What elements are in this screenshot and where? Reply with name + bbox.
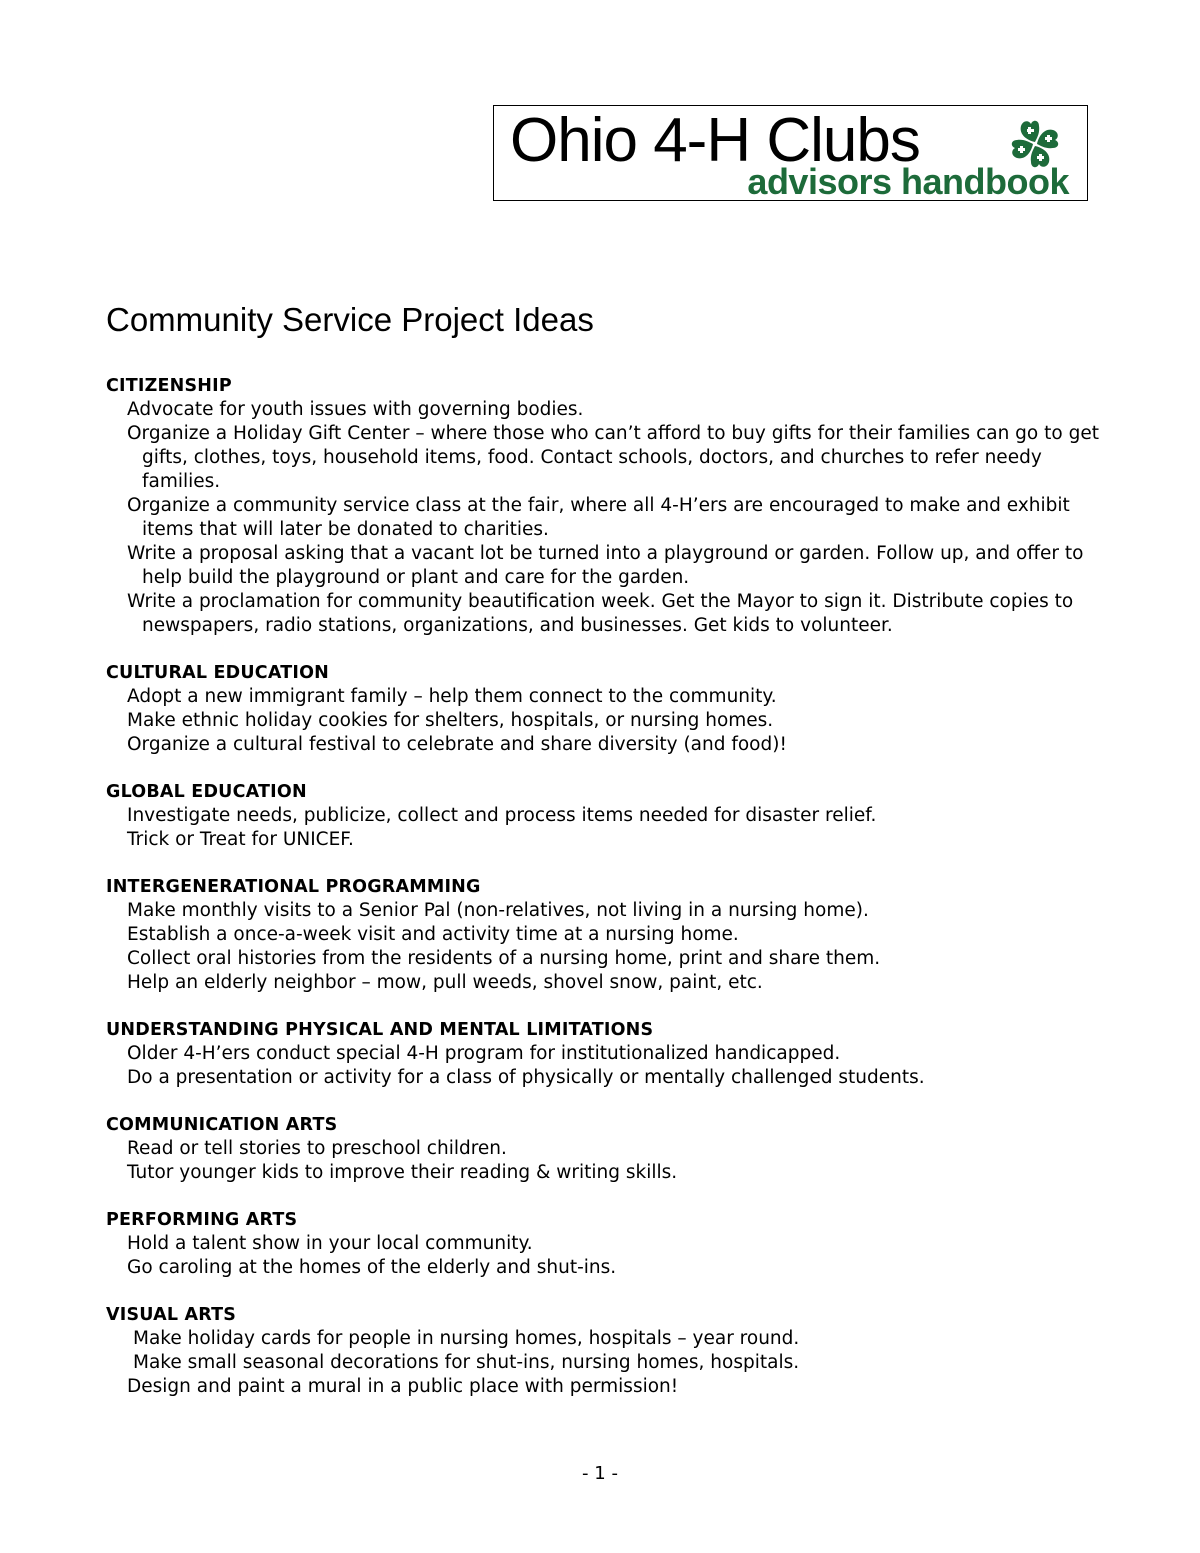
section-global-education xyxy=(106,780,1106,852)
section-performing-arts xyxy=(106,1208,1106,1280)
list-item: Write a proposal asking that a vacant lot be turned into a playground or garden. Follow up, and offer to help build the playground or plant and care for the garden. xyxy=(127,543,1084,588)
list-item: Help an elderly neighbor – mow, pull weeds, shovel snow, paint, etc. xyxy=(127,972,763,993)
list-item: Organize a cultural festival to celebrate and share diversity (and food)! xyxy=(127,734,787,755)
list-item: Read or tell stories to preschool children. xyxy=(127,1138,507,1159)
section-physical-mental-limitations xyxy=(106,1018,1106,1090)
list-item: Collect oral histories from the residents of a nursing home, print and share them. xyxy=(127,948,881,969)
section-cultural-education xyxy=(106,661,1106,757)
logo-subtitle: advisors handbook xyxy=(747,161,1069,202)
list-item: Advocate for youth issues with governing bodies. xyxy=(127,399,584,420)
section-heading: GLOBAL EDUCATION xyxy=(106,782,307,802)
handbook-logo-box xyxy=(493,105,1088,201)
section-heading: VISUAL ARTS xyxy=(106,1305,237,1325)
page-title: Community Service Project Ideas xyxy=(106,301,594,338)
section-heading: COMMUNICATION ARTS xyxy=(106,1115,338,1135)
section-heading: CULTURAL EDUCATION xyxy=(106,663,330,683)
section-heading: PERFORMING ARTS xyxy=(106,1210,298,1230)
section-visual-arts xyxy=(106,1303,1106,1399)
list-item: Hold a talent show in your local community. xyxy=(127,1233,533,1254)
list-item: Trick or Treat for UNICEF. xyxy=(127,829,354,850)
section-heading: UNDERSTANDING PHYSICAL AND MENTAL LIMITATIONS xyxy=(106,1020,654,1040)
list-item: Make small seasonal decorations for shut-ins, nursing homes, hospitals. xyxy=(133,1352,800,1373)
list-item: Organize a community service class at the fair, where all 4-H’ers are encouraged to make and exhibit items that will later be donated to charities. xyxy=(127,495,1070,540)
list-item: Make monthly visits to a Senior Pal (non-relatives, not living in a nursing home). xyxy=(127,900,869,921)
logo-title: Ohio 4-H Clubs xyxy=(510,106,920,175)
list-item: Organize a Holiday Gift Center – where those who can’t afford to buy gifts for their families can go to get gifts, clothes, toys, household items, food. Contact schools, doctors, and churches to refer needy families. xyxy=(127,423,1099,492)
list-item: Investigate needs, publicize, collect and process items needed for disaster relief. xyxy=(127,805,877,826)
section-heading: CITIZENSHIP xyxy=(106,376,232,396)
ideas-content xyxy=(106,374,1106,1422)
list-item: Design and paint a mural in a public place with permission! xyxy=(127,1376,679,1397)
list-item: Tutor younger kids to improve their reading & writing skills. xyxy=(127,1162,678,1183)
section-communication-arts xyxy=(106,1113,1106,1185)
section-heading: INTERGENERATIONAL PROGRAMMING xyxy=(106,877,481,897)
list-item: Go caroling at the homes of the elderly and shut-ins. xyxy=(127,1257,617,1278)
list-item: Do a presentation or activity for a class of physically or mentally challenged students. xyxy=(127,1067,925,1088)
section-citizenship xyxy=(106,374,1106,638)
list-item: Write a proclamation for community beautification week. Get the Mayor to sign it. Distribute copies to newspapers, radio stations, organizations, and businesses. Get kids to volunteer. xyxy=(127,591,1074,636)
list-item: Make holiday cards for people in nursing homes, hospitals – year round. xyxy=(133,1328,800,1349)
list-item: Make ethnic holiday cookies for shelters, hospitals, or nursing homes. xyxy=(127,710,774,731)
page-number: - 1 - xyxy=(582,1463,618,1484)
list-item: Older 4-H’ers conduct special 4-H program for institutionalized handicapped. xyxy=(127,1043,841,1064)
section-intergenerational-programming xyxy=(106,875,1106,995)
list-item: Adopt a new immigrant family – help them connect to the community. xyxy=(127,686,777,707)
list-item: Establish a once-a-week visit and activity time at a nursing home. xyxy=(127,924,739,945)
